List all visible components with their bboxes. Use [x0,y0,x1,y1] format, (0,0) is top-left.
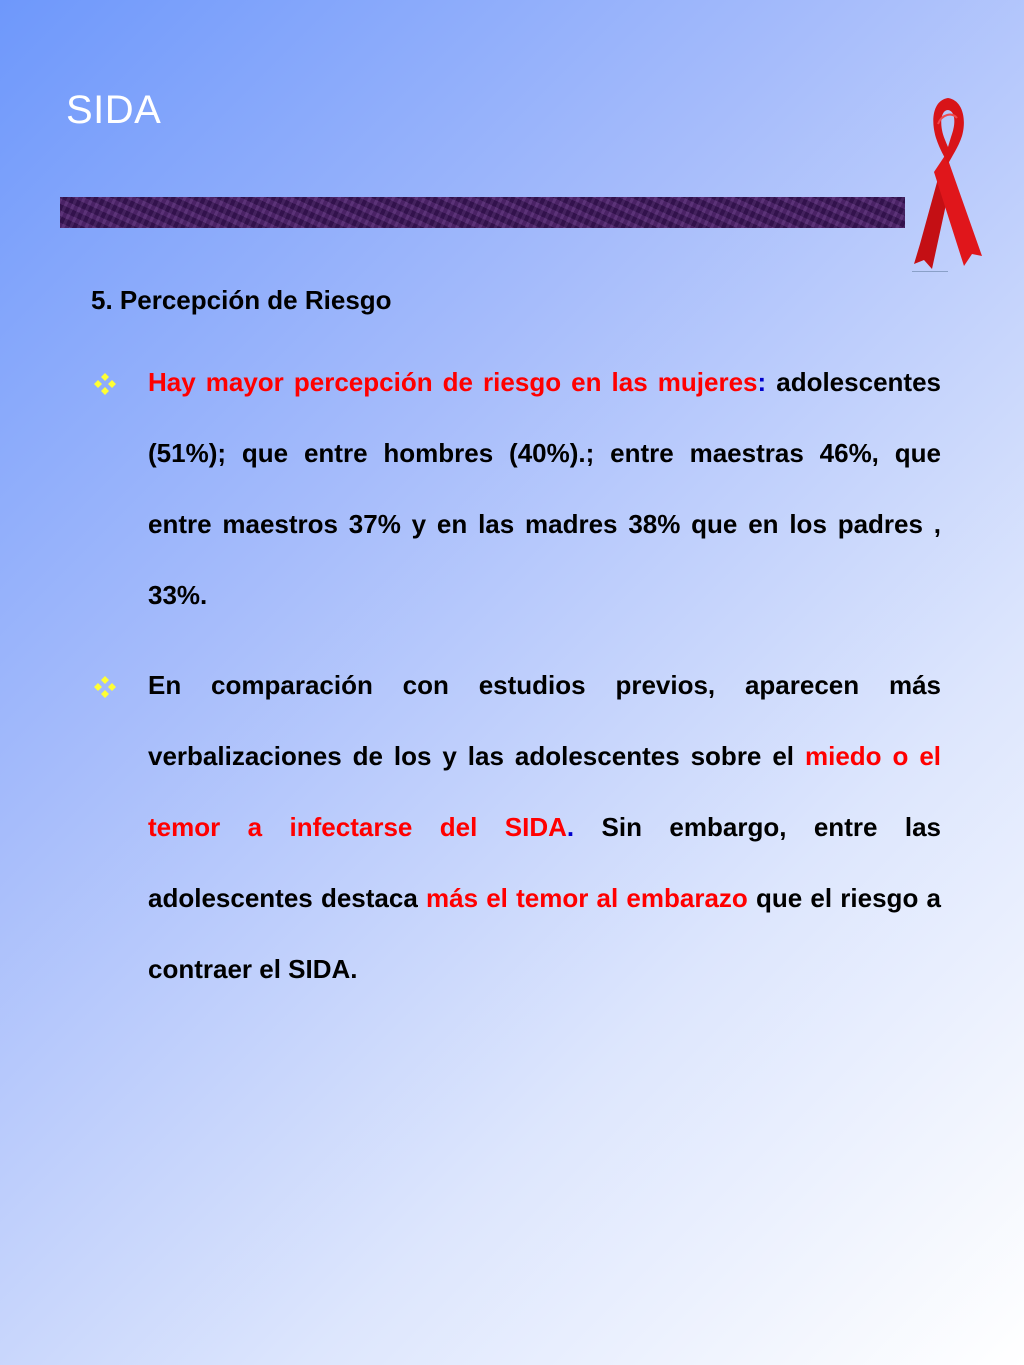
ribbon-icon [912,94,984,272]
title-divider-bar [60,197,905,228]
section-heading: 5. Percepción de Riesgo [91,285,392,315]
bullet-2-text-c: que el riesgo a contraer el SIDA. [148,883,941,984]
bullet-paragraph-1 [148,347,941,631]
bullet-2-highlight-a: miedo o el temor a infectarse del SIDA [148,741,942,842]
bullet-2-period: . [566,812,575,842]
bullet-1-colon: : [757,367,767,397]
four-diamond-bullet-icon [92,674,118,700]
four-diamond-bullet-icon [92,371,118,397]
bullet-2-text-a: En comparación con estudios previos, aparecen más verbalizaciones de los y las adolescentes sobre el [148,670,941,771]
ribbon-underline [912,271,948,272]
bullet-1-highlight: Hay mayor percepción de riesgo en las mujeres [148,367,758,397]
bullet-2-text-b: Sin embargo, entre las adolescentes destaca [148,812,941,913]
bullet-2-highlight-b: más el temor al embarazo [425,883,748,913]
slide-title: SIDA [66,88,162,132]
bullet-paragraph-2 [148,650,941,1005]
bullet-1-text: adolescentes (51%); que entre hombres (40%).; entre maestras 46%, que entre maestros 37% y en las madres 38% que en los padres , 33%. [148,367,941,610]
